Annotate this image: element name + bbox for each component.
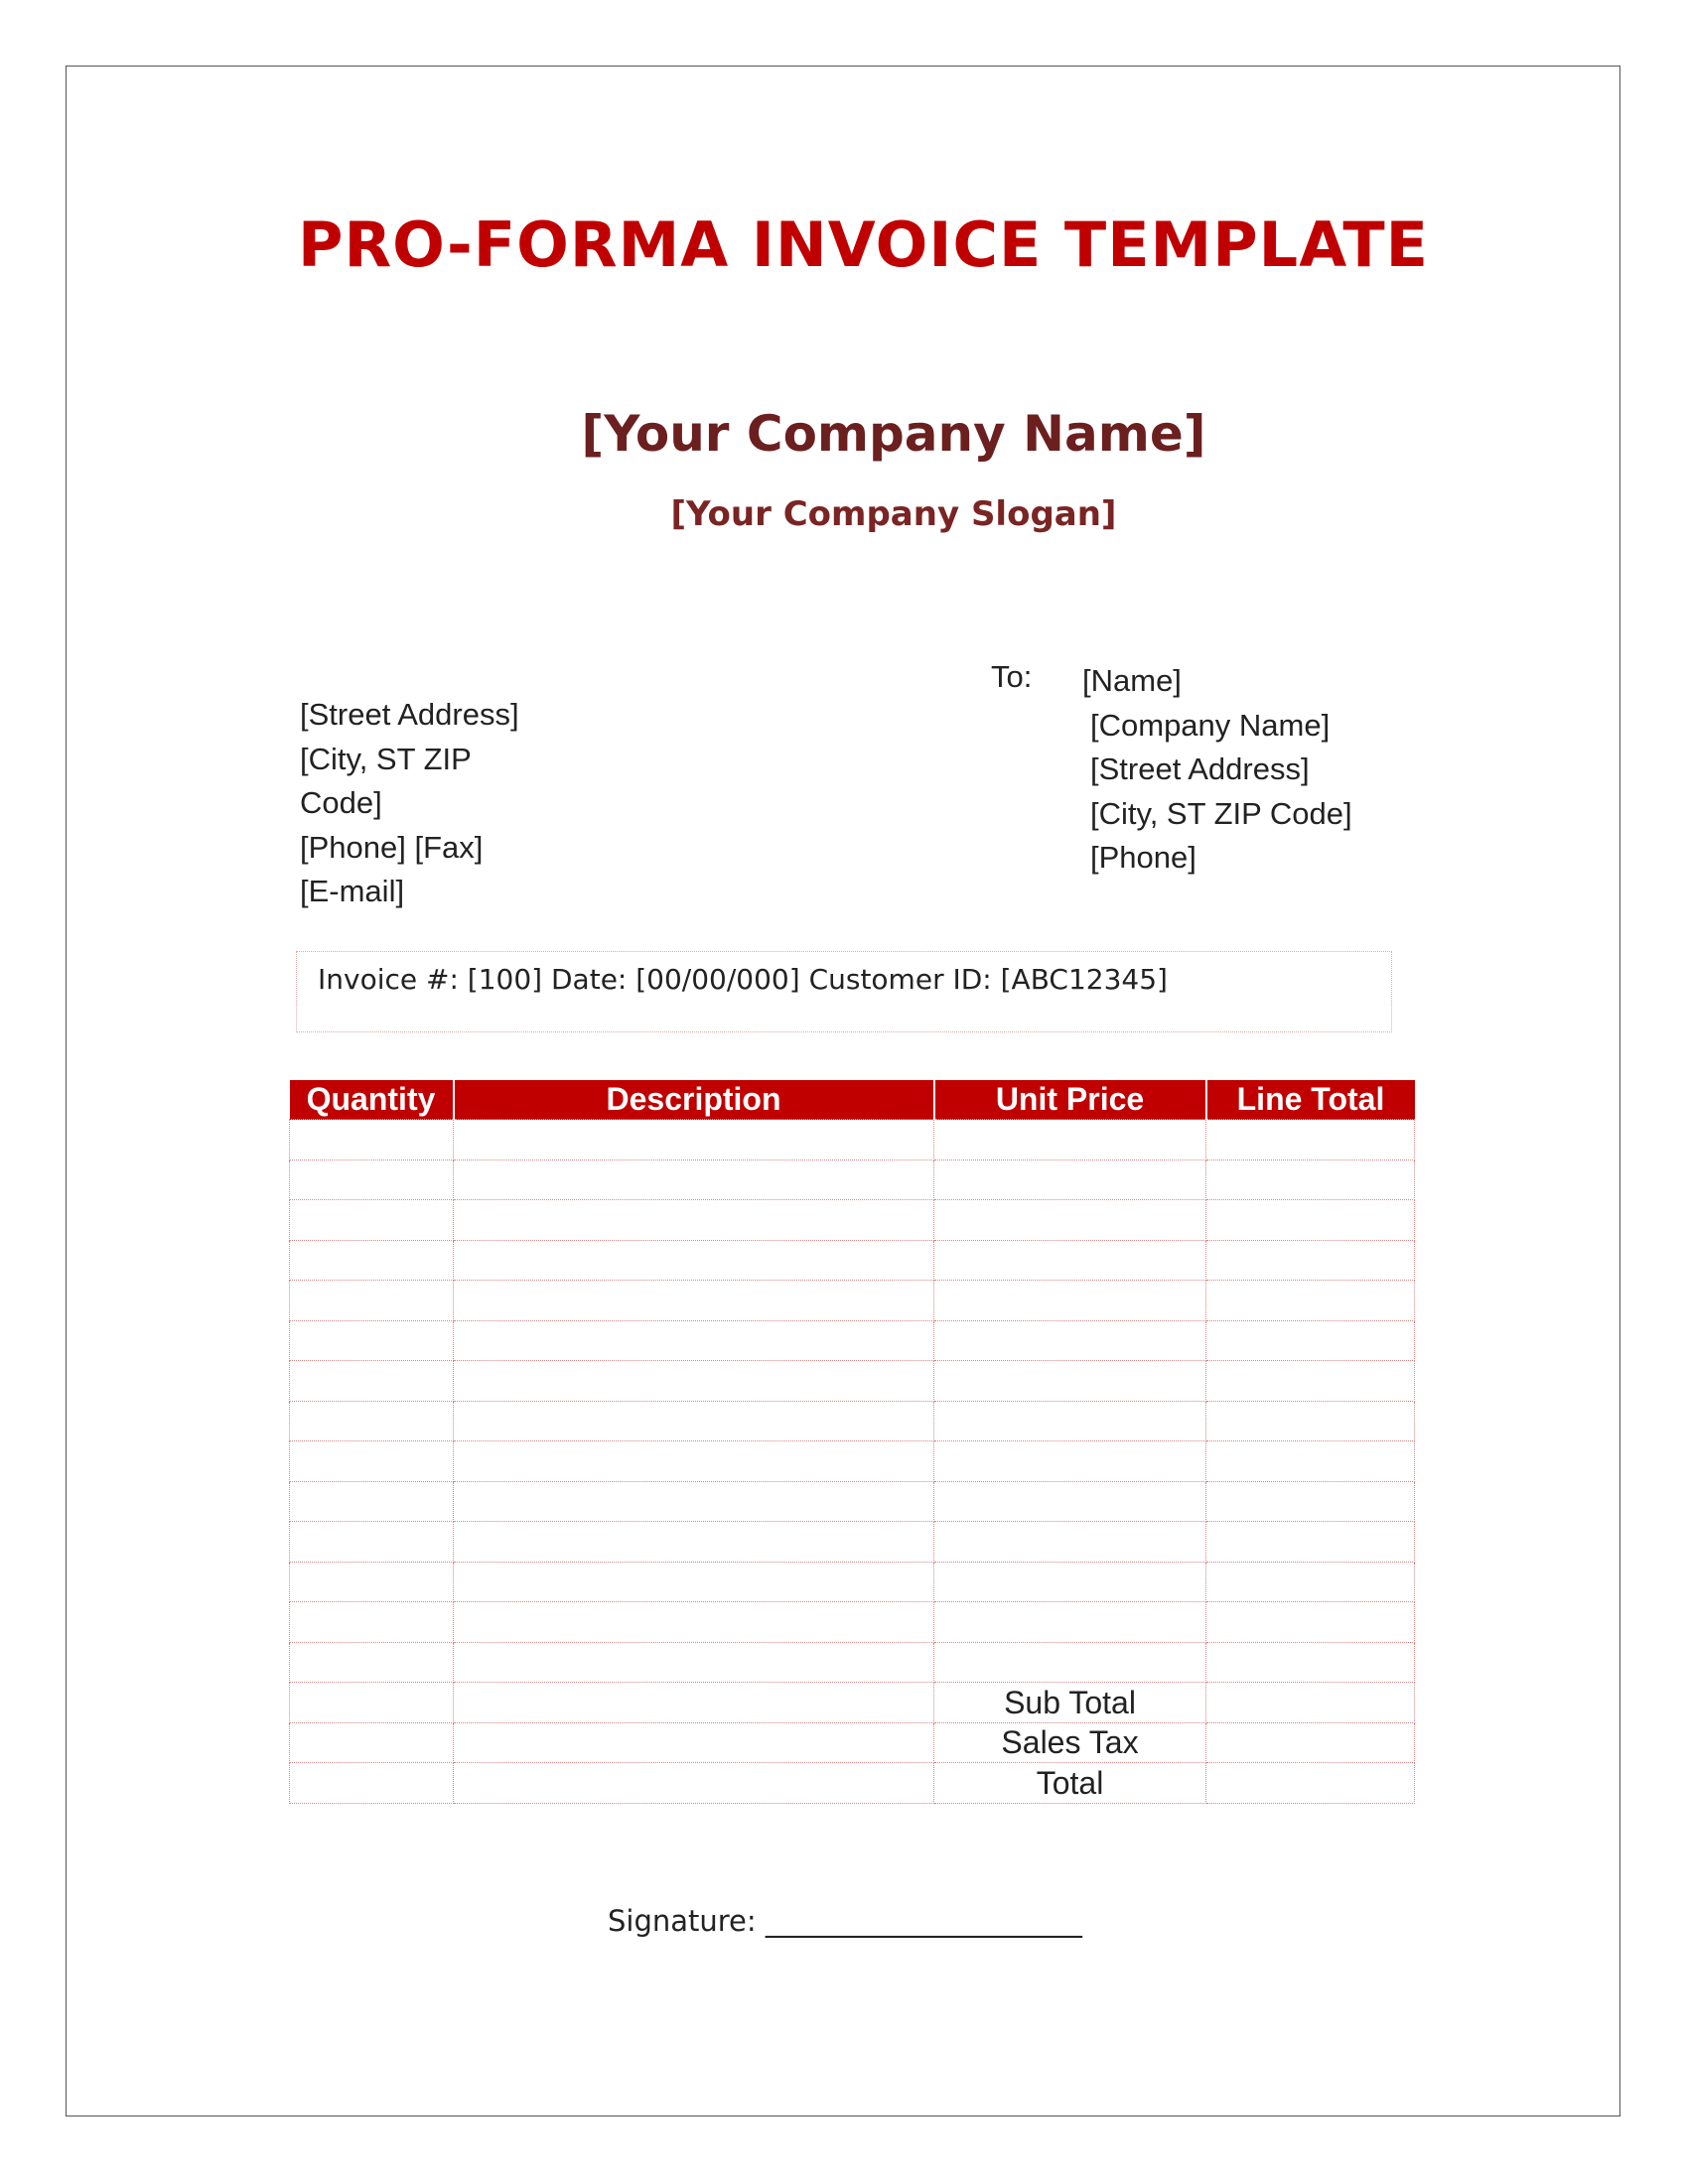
company-name: [Your Company Name]: [581, 405, 1206, 463]
sender-phone-fax: [Phone] [Fax]: [300, 829, 484, 865]
header-line-total: Line Total: [1206, 1080, 1415, 1120]
table-cell[interactable]: [290, 1522, 454, 1563]
table-row: [290, 1120, 1415, 1160]
table-cell[interactable]: [934, 1120, 1206, 1160]
table-cell[interactable]: [454, 1722, 934, 1763]
sender-email: [E-mail]: [300, 874, 405, 908]
table-cell[interactable]: [290, 1281, 454, 1321]
table-cell[interactable]: [290, 1120, 454, 1160]
table-row: [290, 1160, 1415, 1200]
table-cell[interactable]: [934, 1320, 1206, 1361]
table-row: [290, 1441, 1415, 1482]
table-cell[interactable]: [290, 1722, 454, 1763]
table-cell[interactable]: [1206, 1642, 1415, 1683]
table-cell[interactable]: [934, 1281, 1206, 1321]
table-cell[interactable]: [454, 1441, 934, 1482]
table-cell[interactable]: [1206, 1120, 1415, 1160]
table-cell[interactable]: [934, 1481, 1206, 1522]
header-unit-price: Unit Price: [934, 1080, 1206, 1120]
table-row: [290, 1320, 1415, 1361]
table-cell[interactable]: [1206, 1361, 1415, 1402]
table-cell[interactable]: [290, 1320, 454, 1361]
table-cell[interactable]: [290, 1401, 454, 1441]
table-cell[interactable]: [1206, 1320, 1415, 1361]
table-cell[interactable]: [1206, 1562, 1415, 1602]
table-row: [290, 1281, 1415, 1321]
table-cell[interactable]: [290, 1240, 454, 1281]
table-row: [290, 1401, 1415, 1441]
document-title: PRO-FORMA INVOICE TEMPLATE: [298, 208, 1430, 281]
table-row: [290, 1240, 1415, 1281]
table-cell[interactable]: [290, 1683, 454, 1723]
recipient-company: [Company Name]: [1090, 707, 1331, 743]
table-row: [290, 1562, 1415, 1602]
table-cell[interactable]: [934, 1441, 1206, 1482]
table-cell[interactable]: [1206, 1281, 1415, 1321]
table-row: [290, 1642, 1415, 1683]
totals-label: Sales Tax: [934, 1722, 1206, 1763]
table-cell[interactable]: [454, 1683, 934, 1723]
table-cell[interactable]: [1206, 1683, 1415, 1723]
totals-label: Total: [934, 1763, 1206, 1804]
sender-address: [300, 693, 558, 914]
table-cell[interactable]: [934, 1160, 1206, 1200]
invoice-meta: Invoice #: [100] Date: [00/00/000] Customer ID: [ABC12345]: [318, 963, 1168, 996]
table-cell[interactable]: [290, 1441, 454, 1482]
table-cell[interactable]: [1206, 1200, 1415, 1241]
table-cell[interactable]: [454, 1320, 934, 1361]
table-row: [290, 1602, 1415, 1643]
table-cell[interactable]: [290, 1481, 454, 1522]
signature-line[interactable]: Signature: ______________________: [608, 1904, 1082, 1938]
table-cell[interactable]: [1206, 1602, 1415, 1643]
table-cell[interactable]: [454, 1120, 934, 1160]
table-cell[interactable]: [454, 1481, 934, 1522]
table-cell[interactable]: [934, 1401, 1206, 1441]
table-cell[interactable]: [1206, 1481, 1415, 1522]
recipient-street: [Street Address]: [1090, 751, 1310, 786]
table-cell[interactable]: [454, 1281, 934, 1321]
table-row: [290, 1200, 1415, 1241]
sender-street: [Street Address]: [300, 697, 519, 732]
table-cell[interactable]: [1206, 1441, 1415, 1482]
table-header-row: [290, 1080, 1415, 1120]
totals-row: [290, 1722, 1415, 1763]
table-cell[interactable]: [454, 1160, 934, 1200]
table-cell[interactable]: [290, 1160, 454, 1200]
table-body: [290, 1120, 1415, 1804]
table-cell[interactable]: [934, 1240, 1206, 1281]
table-cell[interactable]: [454, 1522, 934, 1563]
table-cell[interactable]: [454, 1562, 934, 1602]
table-cell[interactable]: [454, 1401, 934, 1441]
recipient-name: [Name]: [1082, 663, 1182, 698]
table-cell[interactable]: [1206, 1522, 1415, 1563]
table-cell[interactable]: [1206, 1240, 1415, 1281]
table-cell[interactable]: [1206, 1160, 1415, 1200]
sender-city: [City, ST ZIP Code]: [300, 741, 472, 820]
table-row: [290, 1522, 1415, 1563]
table-row: [290, 1361, 1415, 1402]
recipient-address: [1082, 659, 1352, 881]
table-cell[interactable]: [290, 1562, 454, 1602]
table-cell[interactable]: [290, 1602, 454, 1643]
table-cell[interactable]: [454, 1642, 934, 1683]
table-cell[interactable]: [290, 1763, 454, 1804]
table-cell[interactable]: [454, 1763, 934, 1804]
table-cell[interactable]: [1206, 1401, 1415, 1441]
table-cell[interactable]: [290, 1200, 454, 1241]
table-cell[interactable]: [934, 1522, 1206, 1563]
table-cell[interactable]: [454, 1361, 934, 1402]
company-slogan: [Your Company Slogan]: [670, 494, 1117, 534]
table-cell[interactable]: [454, 1602, 934, 1643]
recipient-city: [City, ST ZIP Code]: [1090, 795, 1352, 831]
table-cell[interactable]: [1206, 1722, 1415, 1763]
table-row: [290, 1481, 1415, 1522]
table-cell[interactable]: [934, 1642, 1206, 1683]
table-cell[interactable]: [934, 1200, 1206, 1241]
table-cell[interactable]: [290, 1361, 454, 1402]
totals-row: [290, 1683, 1415, 1723]
table-cell[interactable]: [1206, 1763, 1415, 1804]
invoice-items-table: [289, 1080, 1415, 1804]
table-cell[interactable]: [290, 1642, 454, 1683]
totals-label: Sub Total: [934, 1683, 1206, 1723]
table-cell[interactable]: [934, 1602, 1206, 1643]
recipient-phone: [Phone]: [1090, 840, 1196, 875]
header-quantity: Quantity: [290, 1080, 454, 1120]
recipient-label: To:: [991, 659, 1033, 694]
table-cell[interactable]: [934, 1562, 1206, 1602]
table-cell[interactable]: [934, 1361, 1206, 1402]
header-description: Description: [454, 1080, 934, 1120]
table-cell[interactable]: [454, 1240, 934, 1281]
totals-row: [290, 1763, 1415, 1804]
table-cell[interactable]: [454, 1200, 934, 1241]
